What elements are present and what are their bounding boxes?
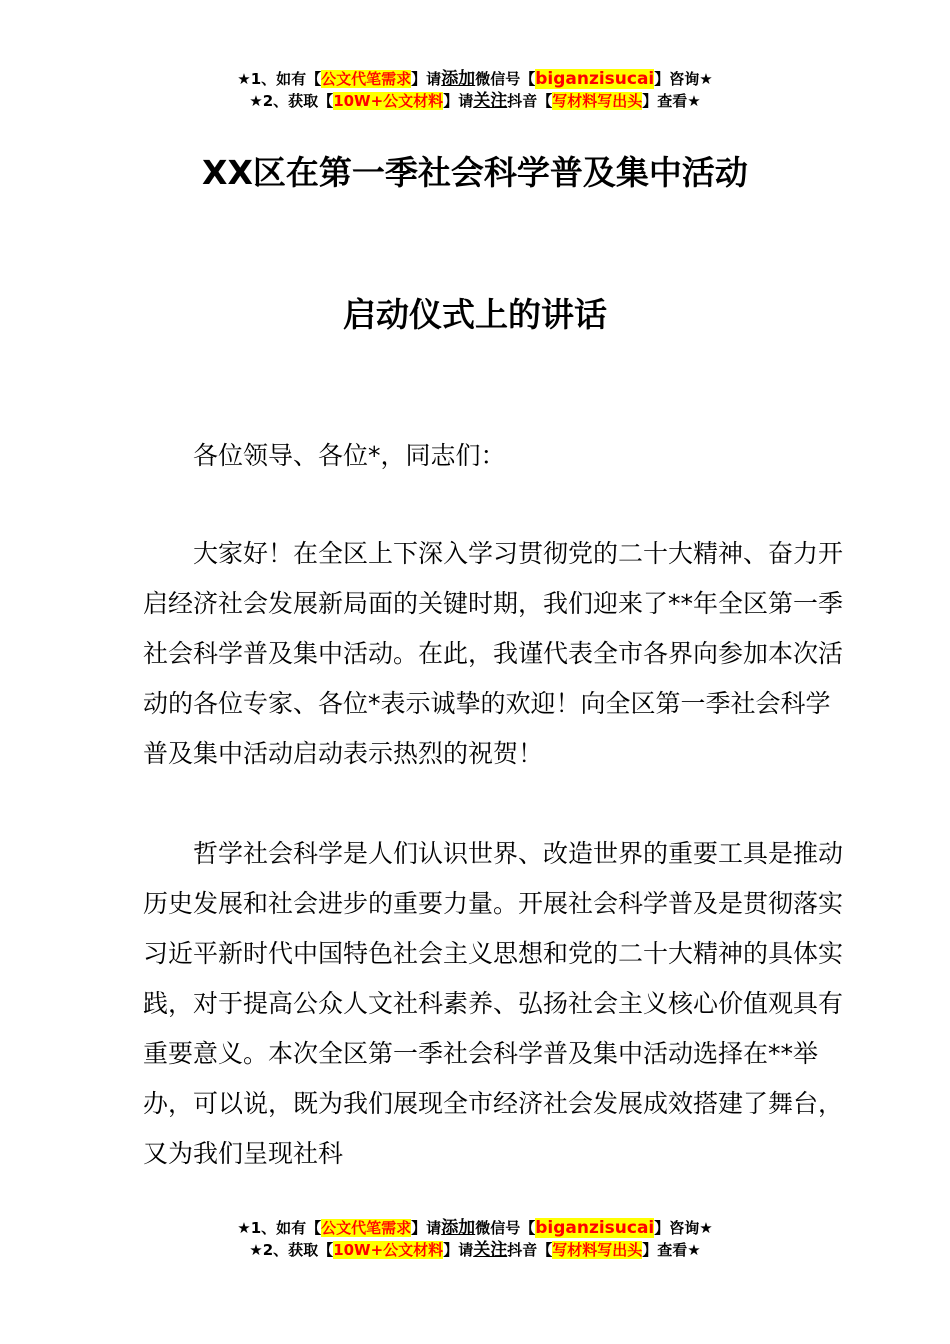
banner-highlight: 写材料写出头 [552, 1241, 643, 1259]
banner-highlight: biganzisucai [535, 1218, 655, 1238]
document-title-line-2: 启动仪式上的讲话 [343, 295, 607, 334]
paragraph [143, 529, 843, 779]
banner-text: 】请 [411, 1219, 442, 1237]
document-title: XX区在第一季社会科学普及集中活动 [202, 153, 748, 192]
banner-text: ★1、如有【 [237, 1219, 322, 1237]
banner-text: 抖音【 [507, 1241, 553, 1259]
banner-text: ★2、获取【 [249, 92, 334, 110]
banner-emphasis: 关注 [473, 1240, 508, 1260]
banner-text: 】请 [443, 92, 474, 110]
banner-emphasis: 添加 [441, 1218, 476, 1238]
banner-highlight: 写材料写出头 [552, 92, 643, 110]
banner-text: 微信号【 [475, 70, 536, 88]
banner-line-2 [0, 90, 950, 112]
banner-text: 】查看★ [642, 1241, 701, 1259]
paragraph-2: 哲学社会科学是人们认识世界、改造世界的重要工具是推动历史发展和社会进步的重要力量。开展社会科学普及是贯彻落实习近平新时代中国特色社会主义思想和党的二十大精神的具体实践，对于提高公众人文社科素养、弘扬社会主义核心价值观具有重要意义。本次全区第一季社会科学普及集中活动选择在**举办，可以说，既为我们展现全市经济社会发展成效搭建了舞台，又为我们呈现社科 [143, 839, 844, 1168]
banner-line-1 [0, 1217, 950, 1239]
banner-text: 】请 [411, 70, 442, 88]
banner-text: 】查看★ [642, 92, 701, 110]
salutation [143, 431, 843, 481]
banner-text: 微信号【 [475, 1219, 536, 1237]
banner-line-1 [0, 68, 950, 90]
banner-highlight: 公文代笔需求 [321, 70, 412, 88]
banner-text: 】咨询★ [654, 70, 713, 88]
paragraph [143, 829, 843, 1179]
footer-banner [0, 1217, 950, 1261]
banner-text: ★2、获取【 [249, 1241, 334, 1259]
salutation-text: 各位领导、各位*，同志们： [193, 441, 506, 470]
banner-line-2 [0, 1239, 950, 1261]
banner-highlight: 10W+公文材料 [333, 92, 444, 110]
banner-highlight: 公文代笔需求 [321, 1219, 412, 1237]
banner-emphasis: 关注 [473, 91, 508, 111]
banner-text: 】请 [443, 1241, 474, 1259]
banner-text: 抖音【 [507, 92, 553, 110]
banner-text: 】咨询★ [654, 1219, 713, 1237]
header-banner [0, 68, 950, 112]
banner-highlight: biganzisucai [535, 69, 655, 89]
banner-text: ★1、如有【 [237, 70, 322, 88]
banner-highlight: 10W+公文材料 [333, 1241, 444, 1259]
banner-emphasis: 添加 [441, 69, 476, 89]
paragraph-1: 大家好！在全区上下深入学习贯彻党的二十大精神、奋力开启经济社会发展新局面的关键时期，我们迎来了**年全区第一季社会科学普及集中活动。在此，我谨代表全市各界向参加本次活动的各位专家、各位*表示诚挚的欢迎！向全区第一季社会科学普及集中活动启动表示热烈的祝贺！ [143, 539, 844, 768]
